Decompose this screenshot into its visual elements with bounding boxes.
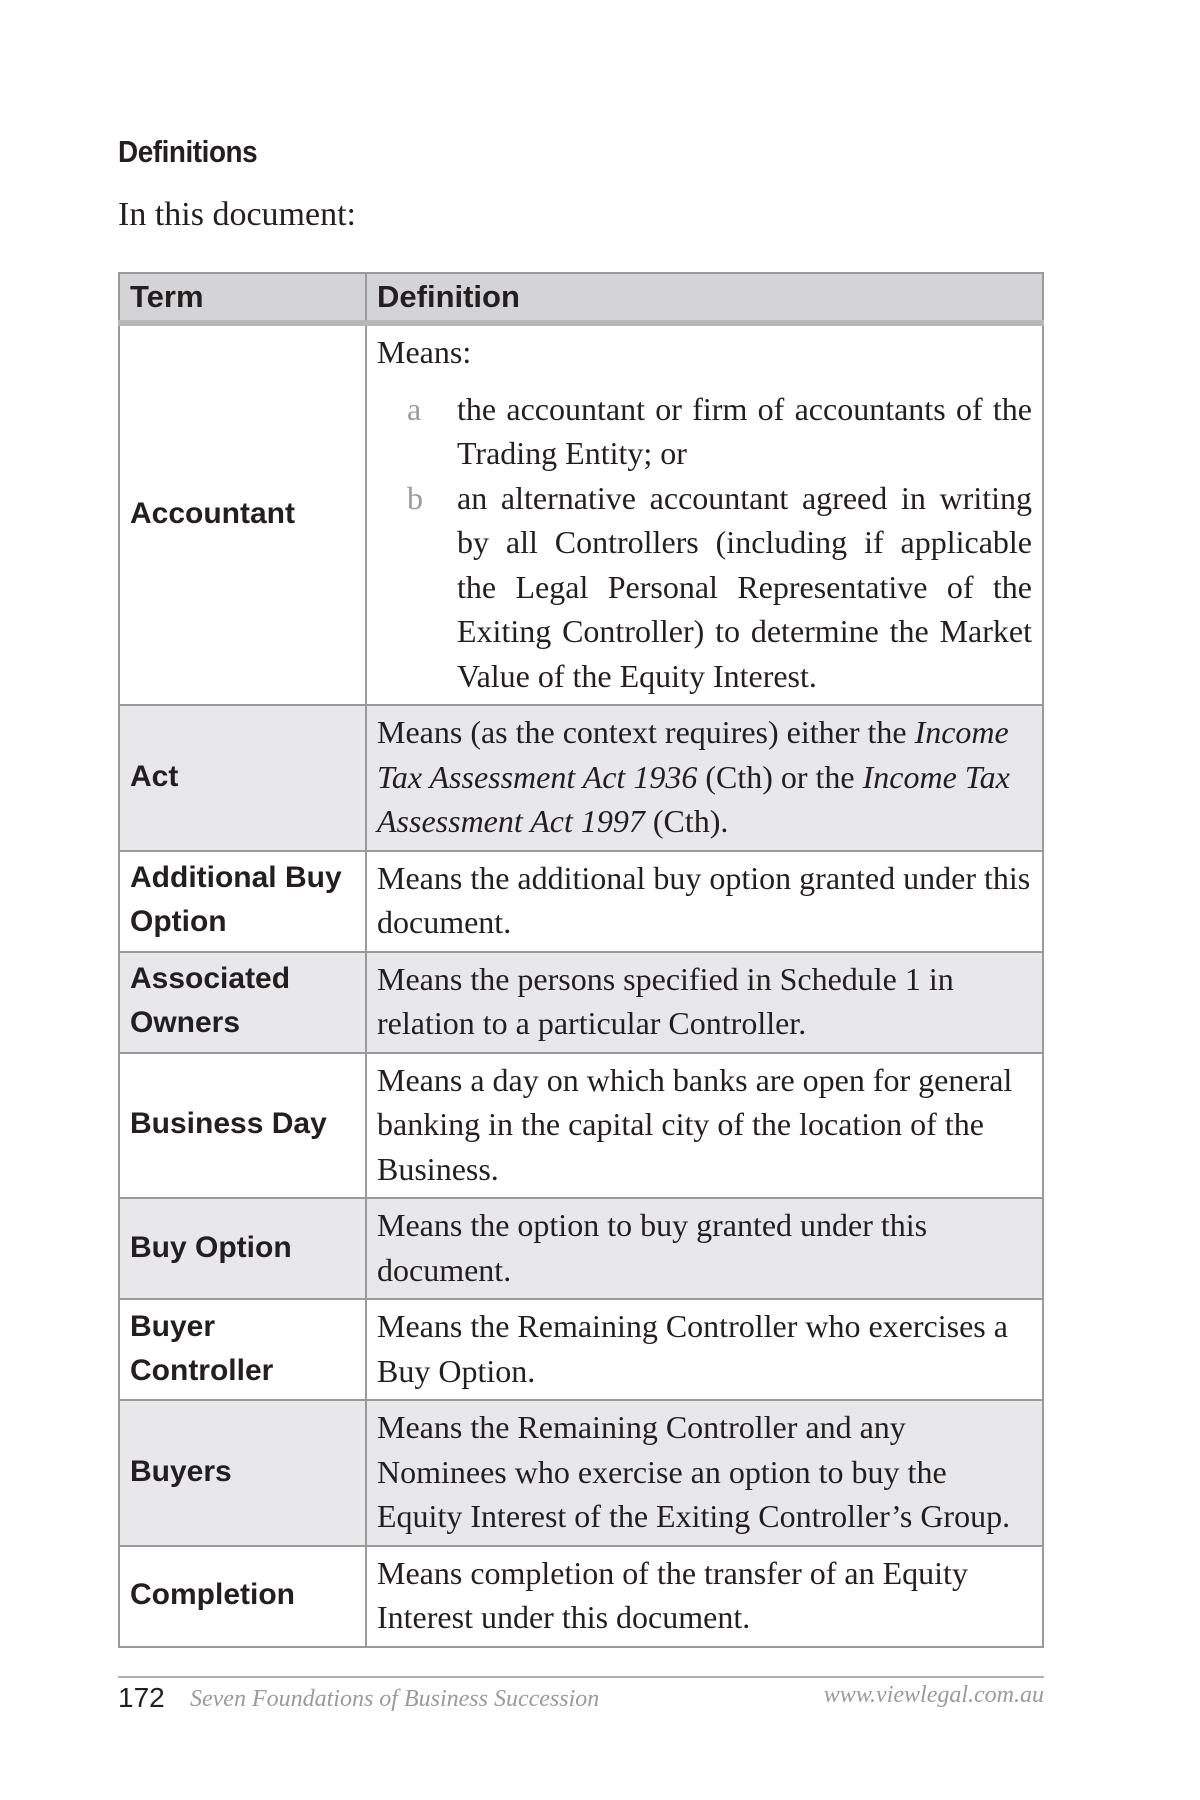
definition-text: (Cth) or the — [697, 758, 863, 795]
definition-cell: Means the persons specified in Schedule 1 in relation to a particular Controller. — [366, 952, 1043, 1053]
table-row — [119, 1053, 1043, 1199]
definition-cell: Means the option to buy granted under this document. — [366, 1198, 1043, 1299]
definition-text: (Cth). — [644, 803, 729, 839]
table-row — [119, 851, 1043, 952]
definition-cell: Means a day on which banks are open for general banking in the capital city of the location of the Business. — [366, 1053, 1043, 1199]
table-row — [119, 952, 1043, 1053]
list-item — [377, 476, 1032, 699]
list-letter: a — [407, 390, 422, 427]
table-row — [119, 1546, 1043, 1647]
definition-cell: Means the Remaining Controller who exercises a Buy Option. — [366, 1299, 1043, 1400]
list-item-text: an alternative accountant agreed in writing by all Controllers (including if applicable the Legal Personal Representative of the Exiting Controller) to determine the Market Value of the Equity Interest. — [457, 479, 1032, 694]
definitions-table — [118, 272, 1044, 1648]
table-header-row — [119, 273, 1043, 323]
act-title: Income Tax Assessment Act 1936 — [377, 714, 1009, 795]
term-cell: Act — [119, 705, 366, 851]
table-row — [119, 323, 1043, 705]
act-title: Income Tax Assessment Act 1997 — [377, 758, 1010, 839]
definition-column-header: Definition — [366, 273, 1043, 323]
definition-cell — [366, 705, 1043, 851]
table-row — [119, 705, 1043, 851]
website-url: www.viewlegal.com.au — [823, 1682, 1044, 1708]
term-cell: Buyer Controller — [119, 1299, 366, 1400]
footer-divider — [118, 1676, 1044, 1678]
list-item-text: the accountant or firm of accountants of the Trading Entity; or — [457, 390, 1032, 471]
book-title: Seven Foundations of Business Succession — [190, 1686, 600, 1712]
term-cell: Buy Option — [119, 1198, 366, 1299]
page-heading: Definitions — [118, 134, 258, 169]
list-letter: b — [407, 479, 423, 516]
term-cell: Additional Buy Option — [119, 851, 366, 952]
table-row — [119, 1198, 1043, 1299]
table-row — [119, 1299, 1043, 1400]
means-label: Means: — [377, 334, 472, 370]
term-cell: Business Day — [119, 1053, 366, 1199]
list-item — [377, 387, 1032, 476]
intro-text: In this document: — [118, 196, 356, 233]
definition-cell: Means the Remaining Controller and any Nominees who exercise an option to buy the Equity Interest of the Exiting Controller’s Group. — [366, 1400, 1043, 1546]
term-cell: Associated Owners — [119, 952, 366, 1053]
term-cell: Completion — [119, 1546, 366, 1647]
definition-cell — [366, 323, 1043, 705]
term-column-header: Term — [119, 273, 366, 323]
definition-cell: Means the additional buy option granted under this document. — [366, 851, 1043, 952]
term-cell: Buyers — [119, 1400, 366, 1546]
sub-list — [377, 387, 1032, 699]
table-row — [119, 1400, 1043, 1546]
definition-cell: Means completion of the transfer of an Equity Interest under this document. — [366, 1546, 1043, 1647]
term-cell: Accountant — [119, 323, 366, 705]
definition-text: Means (as the context requires) either the — [377, 714, 915, 750]
page-number: 172 — [118, 1682, 165, 1713]
